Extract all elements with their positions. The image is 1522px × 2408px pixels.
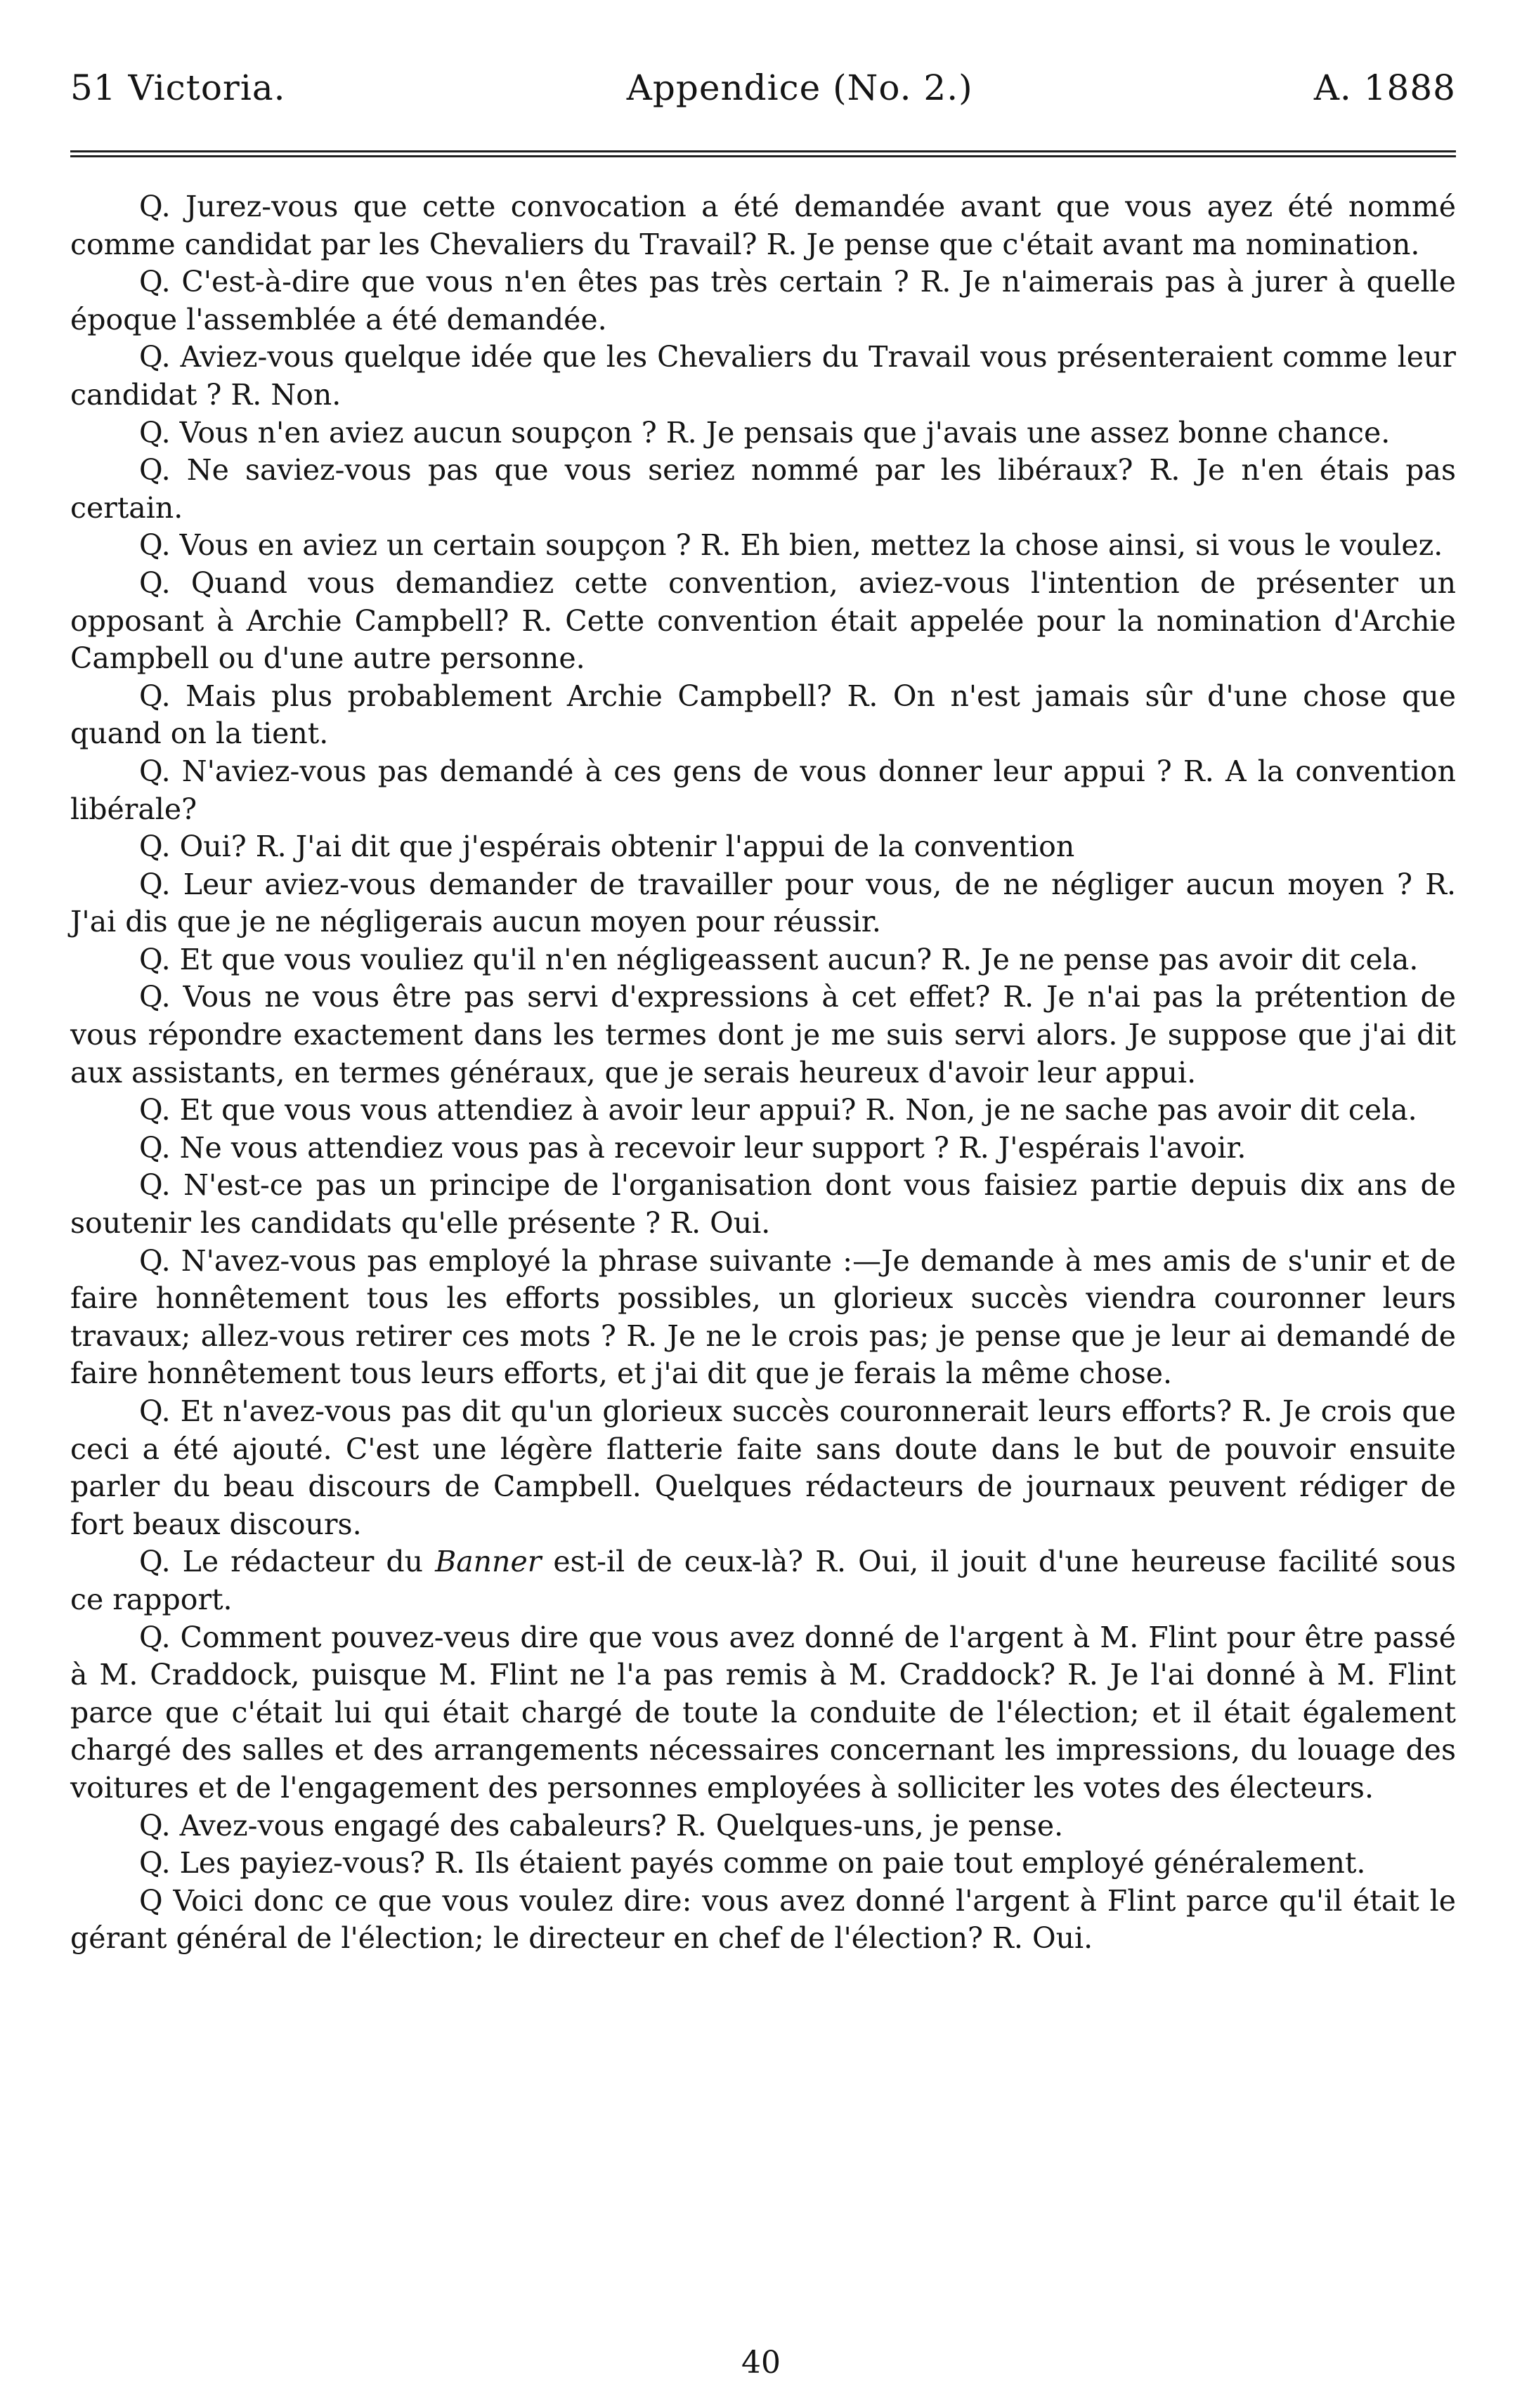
testimony-paragraph: Q. Comment pouvez-veus dire que vous avez donné de l'argent à M. Flint pour être passé à M. Craddock, puisque M. Flint ne l'a pas remis à M. Craddock? R. Je l'ai donné à M. Flint parce que c'était lui qui était chargé de toute la conduite de l'élection; et il était également chargé des salles et des arrangements nécessaires concernant les impressions, du louage des voitures et de l'engagement des personnes employées à solliciter les votes des électeurs. <box>70 1620 1456 1805</box>
page-number: 40 <box>741 2345 781 2381</box>
testimony-paragraph: Q. N'aviez-vous pas demandé à ces gens de vous donner leur appui ? R. A la convention libérale? <box>70 754 1456 826</box>
testimony-paragraph: Q. Aviez-vous quelque idée que les Chevaliers du Travail vous présenteraient comme leur candidat ? R. Non. <box>70 340 1456 412</box>
italic-title: Banner <box>435 1545 542 1579</box>
testimony-paragraph: Q. Mais plus probablement Archie Campbell? R. On n'est jamais sûr d'une chose que quand on la tient. <box>70 679 1456 751</box>
testimony-paragraph: Q. Les payiez-vous? R. Ils étaient payés comme on paie tout employé généralement. <box>139 1846 1366 1880</box>
testimony-paragraph: Q. Le rédacteur du Banner est-il de ceux-là? R. Oui, il jouit d'une heureuse facilité sous ce rapport. <box>70 1545 1456 1616</box>
testimony-paragraph: Q. Quand vous demandiez cette convention, aviez-vous l'intention de présenter un opposant à Archie Campbell? R. Cette convention était appelée pour la nomination d'Archie Campbell ou d'une autre personne. <box>70 565 1456 676</box>
testimony-paragraph: Q. Vous en aviez un certain soupçon ? R. Eh bien, mettez la chose ainsi, si vous le voulez. <box>139 528 1443 563</box>
testimony-paragraph: Q. Avez-vous engagé des cabaleurs? R. Quelques-uns, je pense. <box>139 1808 1064 1843</box>
testimony-paragraph: Q. Et n'avez-vous pas dit qu'un glorieux succès couronnerait leurs efforts? R. Je crois que ceci a été ajouté. C'est une légère flatterie faite sans doute dans le but de pouvoir ensuite parler du beau discours de Campbell. Quelques rédacteurs de journaux peuvent rédiger de fort beaux discours. <box>70 1394 1456 1541</box>
testimony-paragraph: Q. Jurez-vous que cette convocation a été demandée avant que vous ayez été nommé comme candidat par les Chevaliers du Travail? R. Je pense que c'était avant ma nomination. <box>70 190 1456 261</box>
testimony-paragraph: Q. Ne saviez-vous pas que vous seriez nommé par les libéraux? R. Je n'en étais pas certain. <box>70 453 1456 525</box>
testimony-paragraph: Q. Oui? R. J'ai dit que j'espérais obtenir l'appui de la convention <box>139 830 1075 864</box>
testimony-paragraph: Q. Ne vous attendiez vous pas à recevoir leur support ? R. J'espérais l'avoir. <box>139 1130 1247 1165</box>
testimony-paragraph: Q. Leur aviez-vous demander de travailler pour vous, de ne négliger aucun moyen ? R. J'ai dis que je ne négligerais aucun moyen pour réussir. <box>70 867 1456 939</box>
header-year: A. 1888 <box>1313 67 1456 108</box>
testimony-paragraph: Q. Vous n'en aviez aucun soupçon ? R. Je pensais que j'avais une assez bonne chance. <box>139 415 1391 450</box>
testimony-paragraph: Q. N'est-ce pas un principe de l'organisation dont vous faisiez partie depuis dix ans de soutenir les candidats qu'elle présente ? R. Oui. <box>70 1168 1456 1241</box>
header-double-rule <box>70 150 1456 157</box>
testimony-paragraph: Q. Et que vous vous attendiez à avoir leur appui? R. Non, je ne sache pas avoir dit cela. <box>139 1093 1417 1127</box>
running-header <box>70 67 1456 124</box>
testimony-paragraph: Q. Vous ne vous être pas servi d'expressions à cet effet? R. Je n'ai pas la prétention de vous répondre exactement dans les termes dont je me suis servi alors. Je suppose que j'ai dit aux assistants, en termes généraux, que je serais heureux d'avoir leur appui. <box>70 980 1456 1090</box>
testimony-paragraph: Q. N'avez-vous pas employé la phrase suivante :—Je demande à mes amis de s'unir et de faire honnêtement tous les efforts possibles, un glorieux succès viendra couronner leurs travaux; allez-vous retirer ces mots ? R. Je ne le crois pas; je pense que je leur ai demandé de faire honnêtement tous leurs efforts, et j'ai dit que je ferais la même chose. <box>70 1243 1456 1391</box>
testimony-paragraph: Q. Et que vous vouliez qu'il n'en négligeassent aucun? R. Je ne pense pas avoir dit cela. <box>139 942 1419 976</box>
header-appendix-title: Appendice (No. 2.) <box>626 67 973 108</box>
header-regnal-year: 51 Victoria. <box>70 67 286 108</box>
testimony-paragraph: Q. C'est-à-dire que vous n'en êtes pas très certain ? R. Je n'aimerais pas à jurer à quelle époque l'assemblée a été demandée. <box>70 265 1456 336</box>
testimony-body <box>70 188 1456 1958</box>
testimony-paragraph: Q Voici donc ce que vous voulez dire: vous avez donné l'argent à Flint parce qu'il était le gérant général de l'élection; le directeur en chef de l'élection? R. Oui. <box>70 1883 1456 1956</box>
